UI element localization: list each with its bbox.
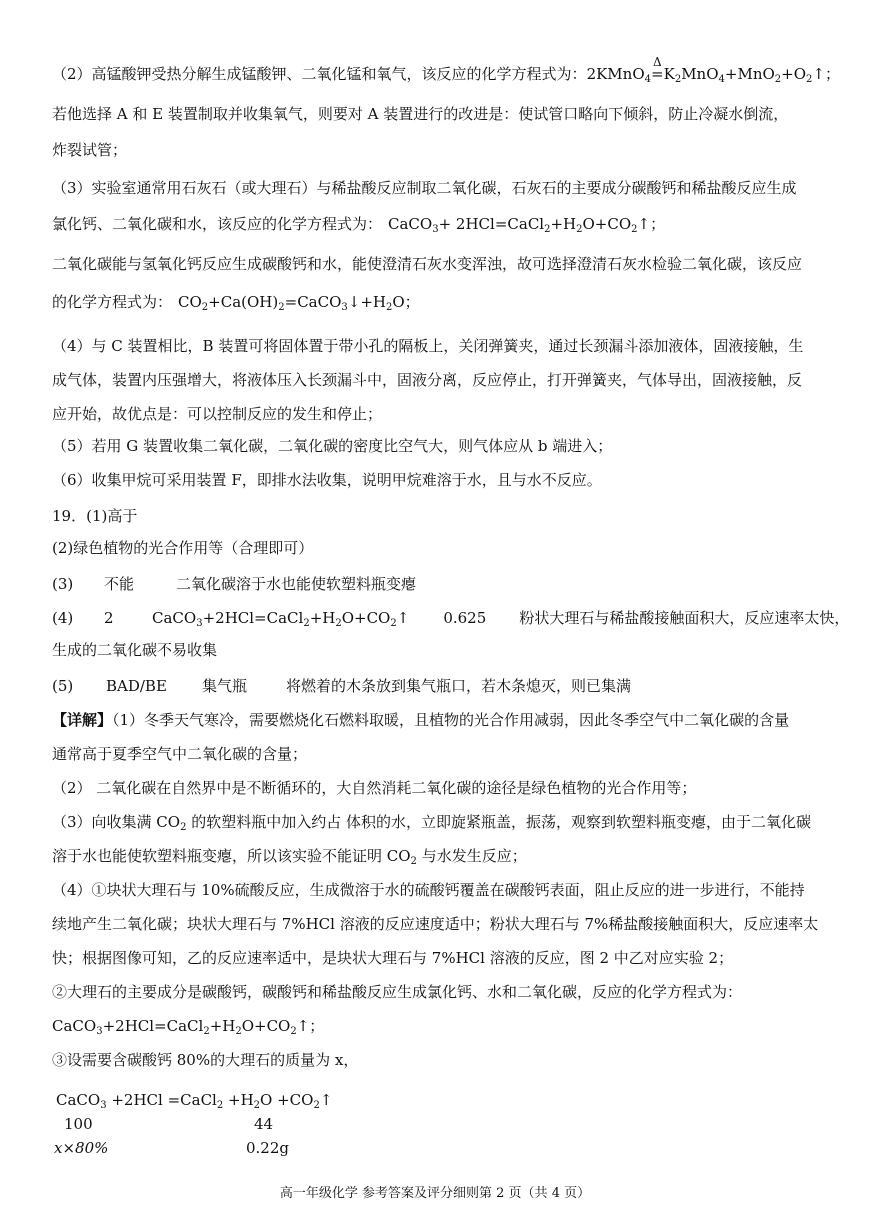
formula: +Ca(OH)	[208, 293, 279, 311]
answer-line: 成气体，装置内压强增大，将液体压入长颈漏斗中，固液分离，反应停止，打开弹簧夹，气体导出，固液接触，反	[52, 371, 803, 389]
answer-line	[52, 1016, 324, 1036]
answer-line	[52, 676, 631, 696]
formula: +2HCl =CaCl	[106, 1091, 217, 1109]
text: （2）高锰酸钾受热分解生成锰酸钾、二氧化锰和氧气，该反应的化学方程式为：	[52, 65, 587, 83]
subscript: 2	[180, 822, 187, 833]
subscript: 2	[631, 224, 638, 235]
text: (3)	[52, 575, 74, 593]
formula: +H	[309, 609, 336, 627]
answer-line	[52, 846, 527, 866]
text: (4)	[52, 609, 74, 627]
text: 粉状大理石与稀盐酸接触面积大，反应速率太快，	[519, 609, 850, 627]
subscript: 2	[303, 618, 310, 629]
detail-heading: 【详解】	[52, 711, 113, 729]
formula: ↑	[319, 1091, 333, 1109]
answer-line: 二氧化碳能与氢氧化钙反应生成碳酸钙和水，能使澄清石灰水变浑浊，故可选择澄清石灰水检验二氧化碳，该反应	[52, 255, 803, 273]
delta-symbol: Δ	[652, 55, 662, 69]
answer-line: 快；根据图像可知，乙的反应速率适中，是块状大理石与 7%HCl 溶液的反应，图 2 中乙对应实验 2；	[52, 949, 734, 967]
formula: O；	[392, 293, 420, 311]
answer-line: 生成的二氧化碳不易收集	[52, 641, 218, 659]
answer-line	[52, 710, 789, 730]
subscript: 3	[341, 302, 348, 313]
subscript: 2	[335, 618, 342, 629]
text: 2	[104, 609, 114, 627]
subscript: 2	[806, 74, 813, 85]
answer-line	[52, 55, 840, 85]
subscript: 2	[253, 1100, 261, 1111]
subscript: 2	[385, 302, 393, 313]
formula: O+CO	[582, 215, 632, 233]
subscript: 3	[100, 1100, 107, 1111]
subscript: 2	[203, 1026, 210, 1037]
equals: =	[651, 65, 664, 83]
formula: CaCO	[52, 1017, 97, 1035]
formula: =CaCO	[284, 293, 342, 311]
subscript: 3	[196, 618, 203, 629]
formula: + 2HCl=CaCl	[438, 215, 545, 233]
equation-line	[56, 1090, 332, 1110]
subscript: 2	[235, 1026, 242, 1037]
text: 与水发生反应；	[416, 847, 527, 865]
answer-line: 续地产生二氧化碳；块状大理石与 7%HCl 溶液的反应速度适中；粉状大理石与 7%稀盐酸接触面积大，反应速率太	[52, 915, 819, 933]
formula: O+CO	[341, 609, 391, 627]
formula: +H	[209, 1017, 236, 1035]
text: 二氧化碳溶于水也能使软塑料瓶变瘪	[176, 575, 417, 593]
formula: ↑；	[812, 65, 840, 83]
answer-line	[52, 608, 849, 628]
subscript: 2	[290, 1026, 297, 1037]
text: 将燃着的木条放到集气瓶口，若木条熄灭，则已集满	[286, 677, 632, 695]
subscript: 4	[644, 74, 652, 85]
formula: +MnO	[724, 65, 775, 83]
formula: +O	[781, 65, 807, 83]
text: (5)	[52, 677, 74, 695]
formula: ↑	[396, 609, 410, 627]
formula: ↓+H	[347, 293, 386, 311]
subscript: 2	[544, 224, 551, 235]
formula: O+CO	[241, 1017, 291, 1035]
answer-line: 炸裂试管；	[52, 141, 128, 159]
answer-line: ②大理石的主要成分是碳酸钙，碳酸钙和稀盐酸反应生成氯化钙、水和二氧化碳，反应的化学方程式为：	[52, 983, 743, 1001]
heat-equals-sign	[651, 55, 664, 84]
page-footer: 高一年级化学 参考答案及评分细则第 2 页（共 4 页）	[279, 1186, 591, 1201]
formula: ↑；	[637, 215, 666, 233]
answer-line: （4）与 C 装置相比，B 装置可将固体置于带小孔的隔板上，关闭弹簧夹，通过长颈漏斗添加液体，固液接触，生	[52, 337, 804, 355]
formula: CaCO	[388, 215, 433, 233]
formula: O +CO	[260, 1091, 314, 1109]
answer-line	[52, 574, 416, 594]
text: 的化学方程式为：	[52, 293, 173, 311]
subscript: 3	[96, 1026, 103, 1037]
text: （1）冬季天气寒冷，需要燃烧化石燃料取暖，且植物的光合作用减弱，因此冬季空气中二氧化碳的含量	[112, 711, 790, 729]
subscript: 2	[278, 302, 285, 313]
subscript: 2	[410, 856, 417, 867]
answer-line: （3）实验室通常用石灰石（或大理石）与稀盐酸反应制取二氧化碳，石灰石的主要成分碳酸钙和稀盐酸反应生成	[52, 179, 797, 197]
text: 的软塑料瓶中加入约占 体积的水，立即旋紧瓶盖，振荡，观察到软塑料瓶变瘪，由于二氧化碳	[186, 813, 812, 831]
subscript: 2	[201, 302, 209, 313]
answer-line: （6）收集甲烷可采用装置 F，即排水法收集，说明甲烷难溶于水，且与水不反应。	[52, 471, 602, 489]
answer-line: （5）若用 G 装置收集二氧化碳，二氧化碳的密度比空气大，则气体应从 b 端进入；	[52, 437, 613, 455]
formula: K	[663, 65, 675, 83]
answer-line	[52, 292, 420, 312]
text: 氯化钙、二氧化碳和水，该反应的化学方程式为：	[52, 215, 383, 233]
subscript: 2	[674, 74, 682, 85]
formula: 2KMnO	[586, 65, 645, 83]
subscript: 2	[576, 224, 583, 235]
text: 溶于水也能使软塑料瓶变瘪，所以该实验不能证明 CO	[52, 847, 411, 865]
formula: CO	[178, 293, 202, 311]
subscript: 2	[216, 1100, 224, 1111]
answer-line	[52, 214, 665, 234]
formula: ↑；	[296, 1017, 325, 1035]
text: BAD/BE	[106, 677, 167, 695]
answer-line: 应开始，故优点是：可以控制反应的发生和停止；	[52, 405, 383, 423]
formula: MnO	[681, 65, 719, 83]
text: 不能	[104, 575, 135, 593]
formula: +2HCl=CaCl	[202, 609, 304, 627]
text: 集气瓶	[202, 677, 248, 695]
answer-line: 19．(1)高于	[52, 507, 138, 525]
answer-line: （4）①块状大理石与 10%硫酸反应，生成微溶于水的硫酸钙覆盖在碳酸钙表面，阻止反应的进一步进行，不能持	[52, 881, 805, 899]
answer-line: 若他选择 A 和 E 装置制取并收集氧气，则要对 A 装置进行的改进是：使试管口略向下倾斜，防止冷凝水倒流，	[52, 105, 789, 123]
subscript: 4	[718, 74, 725, 85]
text: 0.625	[443, 609, 487, 627]
formula: +H	[223, 1091, 254, 1109]
answer-line: (2)绿色植物的光合作用等（合理即可）	[52, 539, 314, 557]
equation-line: 44	[254, 1115, 274, 1133]
subscript: 3	[432, 224, 439, 235]
subscript: 2	[390, 618, 397, 629]
equation-line: 100	[64, 1115, 93, 1133]
answer-line	[52, 812, 811, 832]
answer-line: （2） 二氧化碳在自然界中是不断循环的，大自然消耗二氧化碳的途径是绿色植物的光合作用等；	[52, 779, 697, 797]
equation-line: x×80%	[54, 1139, 109, 1157]
subscript: 2	[774, 74, 782, 85]
text: （3）向收集满 CO	[52, 813, 181, 831]
equation-line: 0.22g	[246, 1139, 290, 1157]
answer-line: ③设需要含碳酸钙 80%的大理石的质量为 x，	[52, 1051, 359, 1069]
formula: CaCO	[152, 609, 197, 627]
formula: CaCO	[56, 1091, 101, 1109]
answer-line: 通常高于夏季空气中二氧化碳的含量；	[52, 745, 308, 763]
formula: +H	[550, 215, 577, 233]
formula: +2HCl=CaCl	[102, 1017, 204, 1035]
subscript: 2	[313, 1100, 320, 1111]
